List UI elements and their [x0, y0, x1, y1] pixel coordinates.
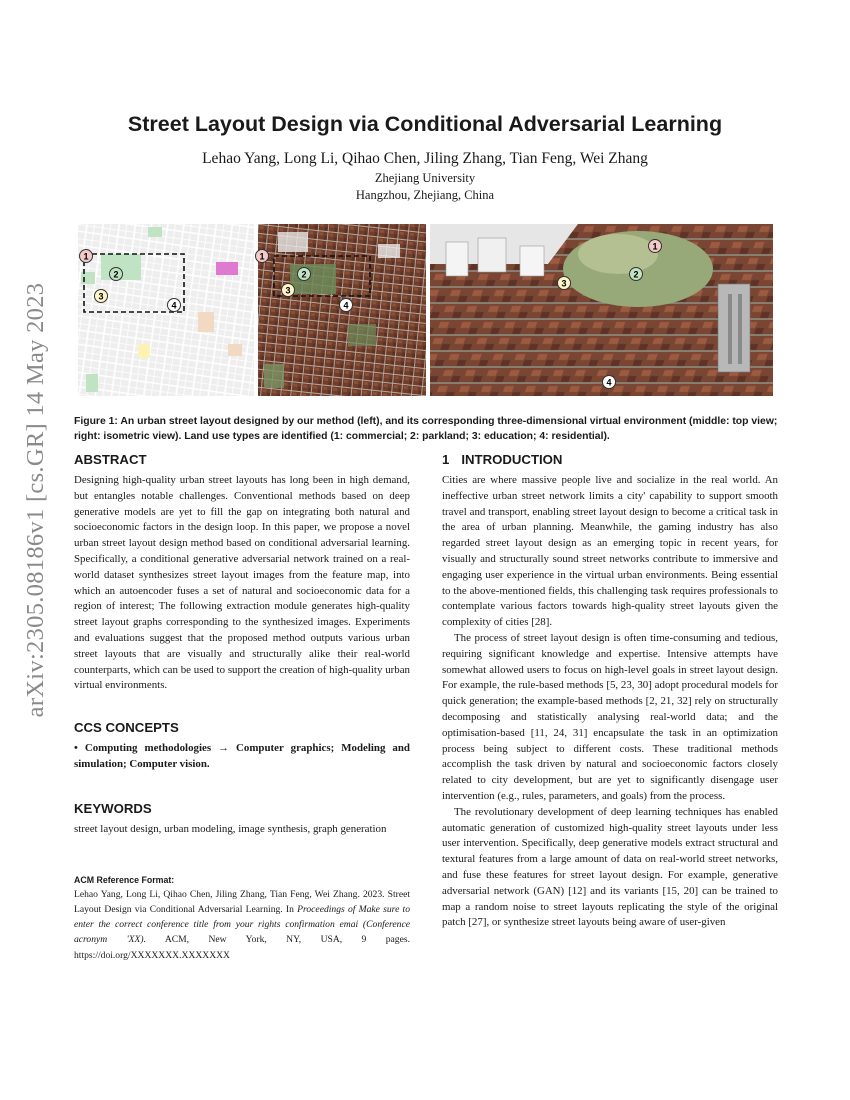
marker-3-right — [558, 277, 571, 290]
acm-reference-venue: Proceedings of Make sure to enter the correct conference title from your rights confirmation emai (Conference acronym 'XX). — [74, 903, 411, 946]
marker-4-middle — [340, 299, 353, 312]
keywords-text: street layout design, urban modeling, image synthesis, graph generation — [74, 822, 387, 835]
teaser-figure — [78, 224, 773, 396]
marker-2-right — [630, 268, 643, 281]
location: Hangzhou, Zhejiang, China — [355, 188, 495, 202]
marker-2-middle — [298, 268, 311, 281]
arxiv-side-identifier — [6, 282, 66, 718]
isometric-view-panel — [430, 224, 773, 396]
ccs-heading: CCS CONCEPTS — [74, 720, 179, 736]
affiliation: Zhejiang University — [374, 171, 476, 185]
abstract-text: Designing high-quality urban street layouts has long been in high demand, but entangles notable challenges. Conventional methods based on deep generative models are yet to fill the gap on integrating both natural and socioeconomic factors in the design loop. In this paper, we propose a novel urban street layout design method based on conditional adversarial learning. Specifically, a conditional generative adversarial network trained on a real-world dataset synthesizes street layout images from the feature map, into which an autoencoder fuses a set of natural and socioeconomic data for a region of interest; The following extraction module generates high-quality street layout graphs corresponding to the synthesized images. Experiments and evaluations suggest that the proposed method outputs various urban street layouts that are visually and structurally alike their real-world counterparts, which can be used to support the creation of high-quality urban virtual environments. — [74, 474, 410, 692]
marker-1-right — [649, 240, 662, 253]
figure-caption: Figure 1: An urban street layout designed by our method (left), and its corresponding three-dimensional virtual environment (middle: top view; right: isometric view). Land use types are identified (1: commercial; 2: parkland; 3: education; 4: residential). — [74, 416, 778, 442]
marker-3-left — [95, 290, 108, 303]
svg-text:4: 4 — [343, 300, 349, 311]
author-list: Lehao Yang, Long Li, Qihao Chen, Jiling Zhang, Tian Feng, Wei Zhang — [202, 150, 648, 167]
marker-1-middle — [256, 250, 269, 263]
marker-4-left — [168, 299, 181, 312]
svg-text:2: 2 — [633, 269, 639, 280]
section-title: INTRODUCTION — [461, 452, 563, 467]
ccs-text: • Computing methodologies → Computer graphics; Modeling and simulation; Computer vision. — [74, 742, 410, 770]
acm-reference-text — [74, 887, 410, 963]
marker-3-middle — [282, 284, 295, 297]
svg-text:3: 3 — [561, 278, 567, 289]
intro-paragraph-2: The process of street layout design is often time-consuming and tedious, requiring significant knowledge and expertise. Intensive attempts have somewhat allowed users to focus on high-level goals in street layout design. For example, the rule-based methods [5, 23, 30] adopt procedural models for quick generation; the example-based methods [2, 21, 32] rely on structurally decomposing and statistically analysing real-world data; and the optimisation-based [11, 24, 31] encapsulate the task in an optimization process being subject to different costs. These traditional methods accomplish the task driven by natural and socioeconomic factors closely related to city development, but are yet to significantly disengage user intervention (e.g., rules, parameters, and goals) from the process. — [442, 631, 778, 802]
svg-text:4: 4 — [171, 300, 177, 311]
marker-4-right — [603, 376, 616, 389]
svg-text:2: 2 — [113, 269, 119, 280]
intro-paragraph-3: The revolutionary development of deep learning techniques has enabled automatic generation of customized high-quality street layouts under less user intervention. Specifically, deep generative models extract structural and textural features from a large amount of data on real-world street networks, and fuse these features for street layout design. For example, generative adversarial network (GAN) [12] and its variants [15, 20] can be trained to map a random noise to street layouts replicating the style of the original patch [27], or synthesize street layouts being aware of user-given — [442, 805, 778, 929]
svg-text:1: 1 — [652, 241, 658, 252]
svg-text:2: 2 — [301, 269, 307, 280]
marker-1-left — [80, 250, 93, 263]
svg-text:1: 1 — [259, 251, 265, 262]
paper-title: Street Layout Design via Conditional Adversarial Learning — [127, 112, 723, 136]
svg-text:3: 3 — [98, 291, 104, 302]
arxiv-id-text: arXiv:2305.08186v1 [cs.GR] 14 May 2023 — [22, 282, 49, 718]
layout-map-panel — [78, 224, 254, 396]
introduction-heading — [442, 452, 778, 468]
svg-text:1: 1 — [83, 251, 89, 262]
right-column — [442, 452, 778, 931]
abstract-heading: ABSTRACT — [74, 452, 147, 467]
acm-reference-part2: ACM, New York, NY, USA, 9 pages. https://doi.org/XXXXXXX.XXXXXXX — [74, 934, 410, 961]
acm-reference-part1: Lehao Yang, Long Li, Qihao Chen, Jiling Zhang, Tian Feng, Wei Zhang. 2023. Street Layout Design via Conditional Adversarial Learning. In — [74, 888, 410, 915]
intro-paragraph-1: Cities are where massive people live and socialize in the real world. An ineffective urban street network limits a city' capability to support smooth travel and transport, enabling street layout design to become a critical task in the area of urban planning. Meanwhile, the gaming industry has also regarded street layout design as an emerging topic in recent years, for visually and structurally sound street networks contribute to immersive and engaging user experience in the virtual urban environments. Being essential to the above-mentioned fields, this challenging task requires professionals to contemplate various factors towards high-quality street layouts given the complexity of cities [28]. — [442, 474, 778, 629]
svg-text:3: 3 — [285, 285, 291, 296]
keywords-heading: KEYWORDS — [74, 800, 152, 816]
svg-text:4: 4 — [606, 377, 612, 388]
marker-2-left — [110, 268, 123, 281]
section-number: 1 — [442, 452, 450, 467]
acm-reference — [74, 874, 410, 963]
acm-reference-label: ACM Reference Format: — [74, 874, 175, 885]
left-column — [74, 452, 410, 963]
